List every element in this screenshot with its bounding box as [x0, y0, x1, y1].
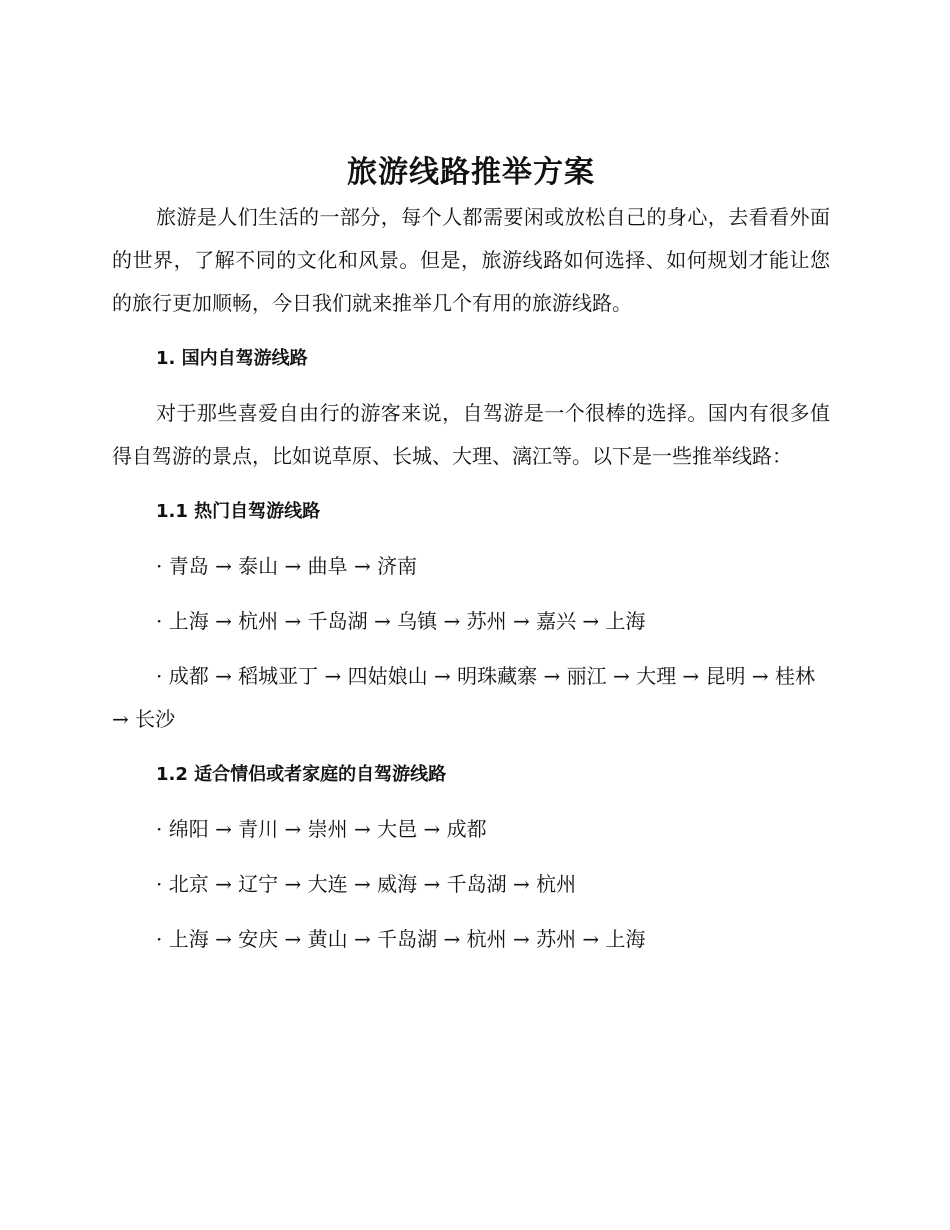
- route-item: · 成都 → 稻城亚丁 → 四姑娘山 → 明珠藏寨 → 丽江 → 大理 → 昆明 → 桂林 → 长沙: [112, 664, 816, 731]
- section-paragraph: 对于那些喜爱自由行的游客来说，自驾游是一个很棒的选择。国内有很多值得自驾游的景点，比如说草原、长城、大理、漓江等。以下是一些推举线路：: [112, 401, 830, 468]
- section-heading-domestic-self-drive: 1. 国内自驾游线路: [156, 348, 308, 369]
- document-page: [112, 150, 830, 961]
- route-item: · 上海 → 杭州 → 千岛湖 → 乌镇 → 苏州 → 嘉兴 → 上海: [156, 609, 646, 633]
- route-item: · 北京 → 辽宁 → 大连 → 威海 → 千岛湖 → 杭州: [156, 872, 577, 896]
- route-item: · 青岛 → 泰山 → 曲阜 → 济南: [156, 554, 418, 578]
- route-item: · 绵阳 → 青川 → 崇州 → 大邑 → 成都: [156, 817, 487, 841]
- subsection-heading-couple-family-routes: 1.2 适合情侣或者家庭的自驾游线路: [156, 764, 447, 785]
- intro-paragraph: 旅游是人们生活的一部分，每个人都需要闲或放松自己的身心，去看看外面的世界，了解不同的文化和风景。但是，旅游线路如何选择、如何规划才能让您的旅行更加顺畅，今日我们就来推举几个有用的旅游线路。: [112, 205, 830, 315]
- route-item: · 上海 → 安庆 → 黄山 → 千岛湖 → 杭州 → 苏州 → 上海: [156, 927, 646, 951]
- subsection-heading-popular-routes: 1.1 热门自驾游线路: [156, 501, 321, 522]
- document-title: 旅游线路推举方案: [347, 155, 595, 190]
